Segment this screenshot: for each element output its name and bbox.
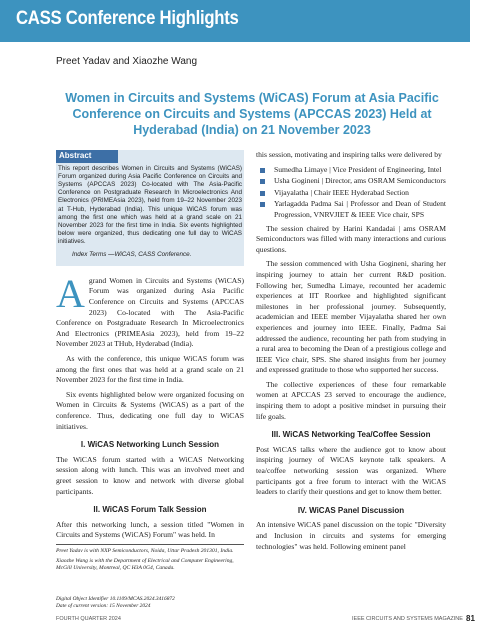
paragraph: The collective experiences of these four remarkable women at APCCAS 23 served to encourage the audience, inspiring them to adopt a positive mindset in pursuing their life goals.	[256, 379, 446, 421]
page-footer	[0, 615, 500, 625]
doi: Digital Object Identifier 10.1109/MCAS.2024.3416872	[56, 596, 175, 602]
list-item	[256, 165, 446, 176]
paragraph: The session commenced with Usha Gogineni, sharing her inspiring journey to attain her current R&D position. Following her, Sumedha Limaye, recounted her academic experiences at IIT Roorkee and highlighted significant milestones in her professional journey. Subsequently, academician and IEEE member Vijayalatha shared her own experiences and journey into IEEE. Finally, Padma Sai addressed the audience, recounting her path from studying in a rural area to becoming the Dean of a prestigious college and IEEE Vice chair, SPS. She shared insights from her journey and expressed gratitude to those who supported her success.	[256, 259, 446, 375]
index-terms: Index Terms —WiCAS, CASS Conference.	[72, 250, 192, 258]
paragraph: this session, motivating and inspiring talks were delivered by	[256, 150, 442, 159]
footnote: Preet Yadav is with NXP Semiconductors, Noida, Uttar Pradesh 201301, India.	[56, 548, 234, 554]
speaker-list	[256, 165, 446, 221]
abstract-heading: Abstract	[56, 150, 118, 163]
intro-text: grand Women in Circuits and Systems (WiCAS) Forum was organized during Asia Pacific Conference on Circuits and Systems (APCCAS 2023) Co-located with The Asia-Pacific Conference on Postgraduate Research In Microelectronics And Electronics (PRIMEAsia 2023), held from 19–22 November 2023 at THub, Hyderabad (India).	[56, 275, 244, 349]
page-number: 81	[466, 614, 475, 623]
intro-paragraph	[56, 270, 244, 350]
section-banner	[0, 0, 470, 42]
article-title: Women in Circuits and Systems (WiCAS) Forum at Asia Pacific Conference on Circuits and Systems (APCCAS 2023) Held at Hyderabad (India) on 21 November 2023	[65, 91, 439, 137]
paragraph: As with the conference, this unique WiCAS forum was among the first ones that was held at a grand scale on 21 November 2023 for the first time in India.	[56, 353, 244, 385]
right-column	[256, 150, 446, 556]
paragraph: Six events highlighted below were organized focusing on Women in Circuits & Systems (WiCAS) as a part of the conference. Thus, dedicating one full day to WiCAS initiatives.	[56, 389, 244, 431]
paragraph: The session chaired by Harini Kandadai | ams OSRAM Semiconductors was filled with many interactions and curious questions.	[256, 223, 446, 254]
section-heading: III. WiCAS Networking Tea/Coffee Session	[271, 430, 431, 440]
abstract-box	[56, 150, 244, 266]
authors: Preet Yadav and Xiaozhe Wang	[56, 56, 198, 67]
banner-title: CASS Conference Highlights	[16, 8, 239, 29]
section-heading: II. WiCAS Forum Talk Session	[93, 505, 207, 515]
abstract-text	[56, 163, 244, 259]
list-item	[256, 176, 446, 187]
list-item	[256, 199, 446, 220]
speaker-text: Vijayalatha | Chair IEEE Hyderabad Section	[274, 187, 409, 197]
footer-issue: FOURTH QUARTER 2024	[56, 616, 121, 622]
abstract-body: This report describes Women in Circuits and Systems (WiCAS) Forum organized during Asia Pacific Conference on Circuits and Systems (APCCAS 2023) Co-located with The Asia-Pacific Conference on Postgraduate Research In Microelectronics And Electronics (PRIMEAsia 2023), held from 19–22 November 2023 at T-Hub, Hyderabad (India). This unique WiCAS forum was among the first one which was held at a grand scale on 21 November 2023 for the first time in India. Six events highlighted below were organized, thus dedicating one full day to WiCAS initiatives.	[58, 164, 242, 246]
speaker-text: Sumedha Limaye | Vice President of Engineering, Intel	[274, 164, 442, 174]
doi-block	[56, 596, 175, 610]
left-column	[56, 150, 244, 545]
paragraph: After this networking lunch, a session titled "Women in Circuits and Systems (WiCAS) Forum" was held. In	[56, 519, 244, 540]
section-heading: IV. WiCAS Panel Discussion	[297, 505, 405, 515]
section-heading: I. WiCAS Networking Lunch Session	[80, 440, 220, 450]
footer-journal: IEEE CIRCUITS AND SYSTEMS MAGAZINE	[352, 616, 463, 622]
paragraph: An intensive WiCAS panel discussion on the topic "Diversity and Inclusion in circuits and systems for emerging technologies" was held. Following eminent panel	[256, 520, 446, 551]
paragraph: The WiCAS forum started with a WiCAS Networking session along with lunch. This was an involved meet and greet session to know and network with diverse global participants.	[56, 454, 244, 496]
speaker-text: Usha Gogineni | Director, ams OSRAM Semiconductors	[274, 176, 446, 186]
version-date: Date of current version: 15 November 2024	[56, 603, 151, 609]
footnote: Xiaozhe Wang is with the Department of Electrical and Computer Engineering, McGill University, Montreal, QC H3A 0G4, Canada.	[56, 558, 234, 572]
speaker-text: Yarlagadda Padma Sai | Professor and Dean of Student Progression, VNRVJIET & IEEE Vice chair, SPS	[274, 199, 446, 219]
drop-cap: A	[56, 270, 85, 316]
list-item	[256, 188, 446, 199]
paragraph: Post WiCAS talks where the audience got to know about inspiring journey of WiCAS keynote talk speakers. A tea/coffee networking session was organized. Where participants got a free forum to interact with the WiCAS leaders to clarify their questions and get to know them better.	[256, 444, 446, 497]
footnotes	[56, 544, 244, 576]
